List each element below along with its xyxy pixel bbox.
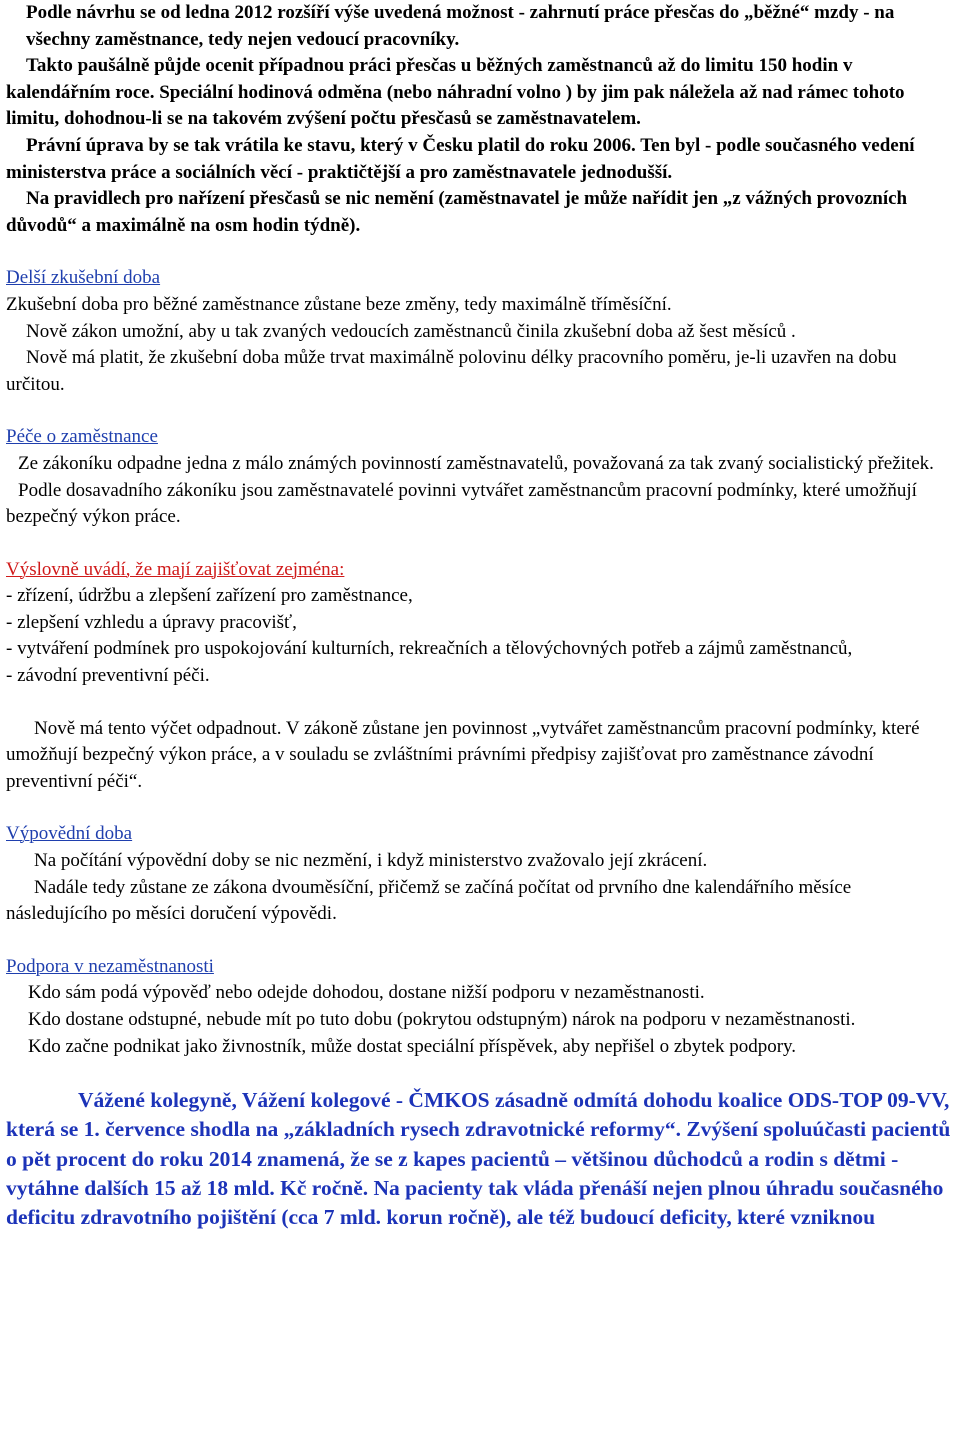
list-item: - zřízení, údržbu a zlepšení zařízení pro zaměstnance,	[6, 585, 413, 607]
paragraph: Kdo začne podnikat jako živnostník, může dostat speciální příspěvek, aby nepřišel o zbytek podpory.	[28, 1035, 797, 1057]
closing-statement: Vážené kolegyně, Vážení kolegové - ČMKOS zásadně odmítá dohodu koalice ODS-TOP 09-VV, která se 1. července shodla na „základních rysech zdravotnické reformy“. Zvýšení spoluúčasti pacientů o pět procent do roku 2014 znamená, že se z kapes pacientů – většinou důchodců a rodin s dětmi - vytáhne dalších 15 až 18 mld. Kč ročně. Na pacienty tak vláda přenáší nejen plnou úhradu současného deficitu zdravotního pojištění (cca 7 mld. korun ročně), ale též budoucí deficity, které vzniknou	[6, 1088, 956, 1229]
paragraph: Nově má platit, že zkušební doba může trvat maximálně polovinu délky pracovního poměru, je-li uzavřen na dobu určitou.	[6, 347, 902, 395]
paragraph: Kdo sám podá výpověď nebo odejde dohodou, dostane nižší podporu v nezaměstnanosti.	[28, 982, 705, 1004]
paragraph: Zkušební doba pro běžné zaměstnance zůstane beze změny, tedy maximálně tříměsíční.	[6, 293, 672, 315]
paragraph: Takto paušálně půjde ocenit případnou práci přesčas u běžných zaměstnanců až do limitu 150 hodin v kalendářním roce. Speciální hodinová odměna (nebo náhradní volno ) by jim pak náležela až nad rámec tohoto limitu, dohodnou-li se na takovém zvýšení počtu přesčasů se zaměstnavatelem.	[6, 55, 910, 130]
section-heading-podpora[interactable]: Podpora v nezaměstnanosti	[6, 955, 214, 977]
section-heading-pece[interactable]: Péče o zaměstnance	[6, 426, 158, 448]
paragraph: Na pravidlech pro nařízení přesčasů se nic nemění (zaměstnavatel je může nařídit jen „z vážných provozních důvodů“ a maximálně na osm hodin týdně).	[6, 188, 912, 236]
paragraph: Nově má tento výčet odpadnout. V zákoně zůstane jen povinnost „vytvářet zaměstnancům pracovní podmínky, které umožňují bezpečný výkon práce, a v souladu se zvláštními právními předpisy zajišťovat pro zaměstnance závodní preventivní péči“.	[6, 717, 925, 792]
list-item: - závodní preventivní péči.	[6, 665, 210, 687]
paragraph: Podle návrhu se od ledna 2012 rozšíří výše uvedená možnost - zahrnutí práce přesčas do „běžné“ mzdy - na všechny zaměstnance, tedy nejen vedoucí pracovníky.	[26, 2, 900, 50]
paragraph: Nadále tedy zůstane ze zákona dvouměsíční, přičemž se začíná počítat od prvního dne kalendářního měsíce následujícího po měsíci doručení výpovědi.	[6, 876, 856, 925]
section-heading-zkusebni-doba[interactable]: Delší zkušební doba	[6, 267, 161, 289]
paragraph: Ze zákoníku odpadne jedna z málo známých povinností zaměstnavatelů, považovaná za tak zvaný socialistický přežitek.	[18, 452, 934, 474]
list-item: - vytváření podmínek pro uspokojování kulturních, rekreačních a tělovýchovných potřeb a zájmů zaměstnanců,	[6, 638, 853, 660]
paragraph: Podle dosavadního zákoníku jsou zaměstnavatelé povinni vytvářet zaměstnancům pracovní podmínky, které umožňují bezpečný výkon práce.	[6, 479, 922, 528]
list-item: - zlepšení vzhledu a úpravy pracovišť,	[6, 611, 297, 633]
paragraph: Na počítání výpovědní doby se nic nezmění, i když ministerstvo zvažovalo její zkrácení.	[34, 850, 708, 872]
section-heading-vypovedni-doba[interactable]: Výpovědní doba	[6, 823, 133, 845]
section-heading-vyslovne[interactable]: Výslovně uvádí, že mají zajišťovat zejména:	[6, 558, 345, 580]
paragraph: Právní úprava by se tak vrátila ke stavu, který v Česku platil do roku 2006. Ten byl - podle současného vedení ministerstva práce a sociálních věcí - praktičtější a pro zaměstnavatele jednodušší.	[6, 134, 920, 183]
paragraph: Kdo dostane odstupné, nebude mít po tuto dobu (pokrytou odstupným) nárok na podporu v nezaměstnanosti.	[28, 1009, 856, 1030]
paragraph: Nově zákon umožní, aby u tak zvaných vedoucích zaměstnanců činila zkušební doba až šest měsíců .	[26, 320, 796, 342]
